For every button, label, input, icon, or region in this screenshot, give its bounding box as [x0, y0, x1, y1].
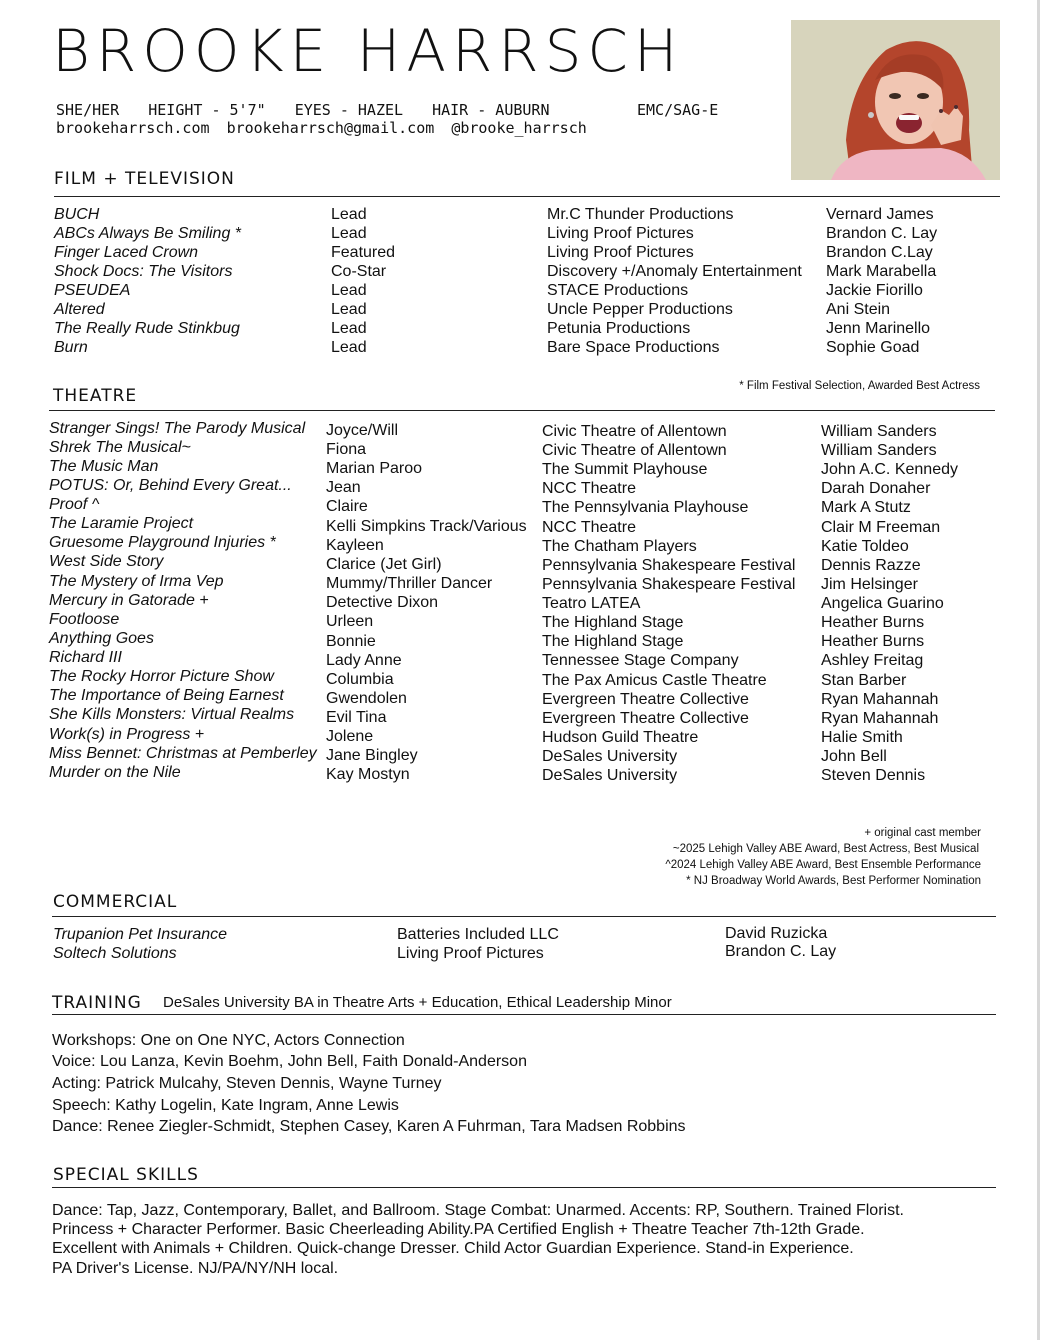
theatre-role: Joyce/Will: [326, 422, 399, 439]
headshot-illustration: [791, 20, 1000, 180]
theatre-title: The Laramie Project: [49, 515, 194, 532]
theatre-director: John Bell: [821, 748, 887, 765]
theatre-company: The Pennsylvania Playhouse: [542, 499, 749, 516]
theatre-director: Ryan Mahannah: [821, 710, 939, 727]
theatre-title: Mercury in Gatorade +: [49, 592, 209, 609]
theatre-section-title: THEATRE: [53, 386, 138, 406]
theatre-title: The Music Man: [49, 458, 159, 475]
theatre-director: Darah Donaher: [821, 480, 931, 497]
website-link[interactable]: brookeharrsch.com: [56, 119, 210, 137]
skills-divider: [52, 1187, 996, 1188]
theatre-role: Jean: [326, 479, 361, 496]
theatre-company: The Pax Amicus Castle Theatre: [542, 672, 767, 689]
theatre-director: Jim Helsinger: [821, 576, 918, 593]
film-title: BUCH: [54, 206, 100, 223]
commercial-director: David Ruzicka: [725, 925, 828, 942]
film-section-title: FILM + TELEVISION: [54, 169, 235, 189]
film-director: Brandon C.Lay: [826, 244, 933, 261]
theatre-title: Richard III: [49, 649, 122, 666]
theatre-role: Gwendolen: [326, 690, 407, 707]
film-company: STACE Productions: [547, 282, 689, 299]
theatre-title: Miss Bennet: Christmas at Pemberley: [49, 745, 317, 762]
training-line-speech: Speech: Kathy Logelin, Kate Ingram, Anne Lewis: [52, 1097, 399, 1114]
theatre-title: The Rocky Horror Picture Show: [49, 668, 274, 685]
commercial-title: Trupanion Pet Insurance: [53, 926, 228, 943]
film-title: PSEUDEA: [54, 282, 131, 299]
theatre-role: Evil Tina: [326, 709, 387, 726]
training-line-acting: Acting: Patrick Mulcahy, Steven Dennis, Wayne Turney: [52, 1075, 442, 1092]
skills-line: Dance: Tap, Jazz, Contemporary, Ballet, and Ballroom. Stage Combat: Unarmed. Accents: RP, Southern. Trained Florist.: [52, 1202, 904, 1219]
film-director: Ani Stein: [826, 301, 891, 318]
commercial-director: Brandon C. Lay: [725, 943, 837, 960]
theatre-company: Teatro LATEA: [542, 595, 641, 612]
theatre-title: The Mystery of Irma Vep: [49, 573, 224, 590]
film-company: Discovery +/Anomaly Entertainment: [547, 263, 802, 280]
theatre-director: William Sanders: [821, 442, 937, 459]
theatre-role: Fiona: [326, 441, 367, 458]
theatre-role: Clarice (Jet Girl): [326, 556, 442, 573]
film-company: Uncle Pepper Productions: [547, 301, 733, 318]
theatre-company: Evergreen Theatre Collective: [542, 691, 749, 708]
theatre-title: The Importance of Being Earnest: [49, 687, 284, 704]
theatre-title: West Side Story: [49, 553, 164, 570]
training-section-title: TRAINING: [52, 993, 142, 1013]
theatre-director: Dennis Razze: [821, 557, 921, 574]
theatre-title: POTUS: Or, Behind Every Great...: [49, 477, 292, 494]
theatre-role: Kayleen: [326, 537, 384, 554]
skills-line: Excellent with Animals + Children. Quick-change Dresser. Child Actor Guardian Experience. Stand-in Experience.: [52, 1240, 854, 1257]
eyes: EYES - HAZEL: [294, 101, 404, 119]
film-company: Living Proof Pictures: [547, 225, 694, 242]
theatre-title: Proof ^: [49, 496, 100, 513]
theatre-company: Evergreen Theatre Collective: [542, 710, 749, 727]
theatre-company: Civic Theatre of Allentown: [542, 423, 727, 440]
film-role: Lead: [331, 225, 367, 242]
film-title: Finger Laced Crown: [54, 244, 199, 261]
film-role: Featured: [331, 244, 396, 261]
contact-line: [56, 119, 595, 137]
theatre-company: NCC Theatre: [542, 519, 636, 536]
film-title: Shock Docs: The Visitors: [54, 263, 233, 280]
skills-section-title: SPECIAL SKILLS: [53, 1165, 199, 1185]
theatre-company: DeSales University: [542, 748, 678, 765]
film-divider: [54, 196, 1000, 197]
theatre-company: NCC Theatre: [542, 480, 636, 497]
union-status: EMC/SAG-E: [637, 101, 719, 119]
film-role: Lead: [331, 339, 367, 356]
training-divider: [52, 1014, 996, 1015]
theatre-company: The Highland Stage: [542, 633, 684, 650]
film-company: Petunia Productions: [547, 320, 691, 337]
theatre-role: Mummy/Thriller Dancer: [326, 575, 493, 592]
training-degree: DeSales University BA in Theatre Arts + Education, Ethical Leadership Minor: [163, 994, 672, 1011]
theatre-role: Claire: [326, 498, 368, 515]
theatre-director: Steven Dennis: [821, 767, 926, 784]
film-festival-note: * Film Festival Selection, Awarded Best Actress: [739, 380, 980, 392]
theatre-title: Gruesome Playground Injuries *: [49, 534, 276, 551]
actor-name: BROOKE HARRSCH: [52, 17, 684, 85]
film-role: Lead: [331, 301, 367, 318]
film-director: Brandon C. Lay: [826, 225, 938, 242]
film-director: Sophie Goad: [826, 339, 920, 356]
theatre-director: Angelica Guarino: [821, 595, 944, 612]
film-title: ABCs Always Be Smiling *: [54, 225, 242, 242]
theatre-title: Shrek The Musical~: [49, 439, 191, 456]
theatre-role: Detective Dixon: [326, 594, 439, 611]
height: HEIGHT - 5'7": [148, 101, 266, 119]
theatre-title: She Kills Monsters: Virtual Realms: [49, 706, 295, 723]
theatre-role: Lady Anne: [326, 652, 402, 669]
theatre-role: Bonnie: [326, 633, 376, 650]
email-link[interactable]: brookeharrsch@gmail.com: [226, 119, 435, 137]
film-role: Lead: [331, 320, 367, 337]
theatre-director: Ashley Freitag: [821, 652, 924, 669]
theatre-role: Columbia: [326, 671, 394, 688]
note-original-cast: + original cast member: [864, 827, 981, 839]
theatre-director: Clair M Freeman: [821, 519, 941, 536]
headshot-photo: [791, 20, 1000, 180]
theatre-company: Hudson Guild Theatre: [542, 729, 699, 746]
film-title: The Really Rude Stinkbug: [54, 320, 240, 337]
theatre-director: Halie Smith: [821, 729, 903, 746]
theatre-company: Tennessee Stage Company: [542, 652, 739, 669]
training-line-workshops: Workshops: One on One NYC, Actors Connection: [52, 1032, 405, 1049]
film-director: Vernard James: [826, 206, 934, 223]
film-company: Mr.C Thunder Productions: [547, 206, 734, 223]
film-role: Lead: [331, 206, 367, 223]
theatre-company: Pennsylvania Shakespeare Festival: [542, 557, 796, 574]
film-title: Burn: [54, 339, 88, 356]
commercial-company: Batteries Included LLC: [397, 926, 559, 943]
hair: HAIR - AUBURN: [432, 101, 550, 119]
theatre-director: Heather Burns: [821, 633, 925, 650]
film-director: Mark Marabella: [826, 263, 937, 280]
theatre-director: Ryan Mahannah: [821, 691, 939, 708]
actor-stats: [56, 101, 570, 119]
training-line-dance: Dance: Renee Ziegler-Schmidt, Stephen Casey, Karen A Fuhrman, Tara Madsen Robbins: [52, 1118, 686, 1135]
film-role: Lead: [331, 282, 367, 299]
theatre-company: DeSales University: [542, 767, 678, 784]
theatre-director: William Sanders: [821, 423, 937, 440]
skills-line: Princess + Character Performer. Basic Cheerleading Ability.PA Certified English + Theatre Teacher 7th-12th Grade.: [52, 1221, 865, 1238]
theatre-role: Kelli Simpkins Track/Various: [326, 518, 527, 535]
theatre-company: The Summit Playhouse: [542, 461, 708, 478]
theatre-role: Jolene: [326, 728, 374, 745]
training-line-voice: Voice: Lou Lanza, Kevin Boehm, John Bell, Faith Donald-Anderson: [52, 1053, 527, 1070]
commercial-section-title: COMMERCIAL: [53, 892, 178, 912]
theatre-director: Stan Barber: [821, 672, 907, 689]
note-broadway-world: * NJ Broadway World Awards, Best Performer Nomination: [686, 875, 981, 887]
skills-line: PA Driver's License. NJ/PA/NY/NH local.: [52, 1260, 339, 1277]
theatre-title: Work(s) in Progress +: [49, 726, 205, 743]
note-abe-2024: ^2024 Lehigh Valley ABE Award, Best Ensemble Performance: [665, 859, 981, 871]
theatre-role: Jane Bingley: [326, 747, 418, 764]
theatre-role: Kay Mostyn: [326, 766, 410, 783]
film-company: Living Proof Pictures: [547, 244, 694, 261]
theatre-title: Murder on the Nile: [49, 764, 181, 781]
theatre-title: Anything Goes: [49, 630, 154, 647]
theatre-role: Marian Paroo: [326, 460, 423, 477]
social-handle[interactable]: @brooke_harrsch: [451, 119, 587, 137]
theatre-director: Mark A Stutz: [821, 499, 911, 516]
theatre-company: Pennsylvania Shakespeare Festival: [542, 576, 796, 593]
theatre-director: Heather Burns: [821, 614, 925, 631]
theatre-title: Stranger Sings! The Parody Musical: [49, 420, 306, 437]
theatre-divider: [49, 410, 995, 411]
theatre-company: The Chatham Players: [542, 538, 697, 555]
film-director: Jenn Marinello: [826, 320, 931, 337]
theatre-company: The Highland Stage: [542, 614, 684, 631]
theatre-title: Footloose: [49, 611, 120, 628]
film-company: Bare Space Productions: [547, 339, 720, 356]
film-director: Jackie Fiorillo: [826, 282, 923, 299]
film-role: Co-Star: [331, 263, 387, 280]
film-title: Altered: [54, 301, 105, 318]
commercial-divider: [52, 916, 996, 917]
theatre-director: John A.C. Kennedy: [821, 461, 958, 478]
theatre-company: Civic Theatre of Allentown: [542, 442, 727, 459]
commercial-company: Living Proof Pictures: [397, 945, 544, 962]
pronouns: SHE/HER: [56, 101, 120, 119]
theatre-director: Katie Toldeo: [821, 538, 909, 555]
theatre-role: Urleen: [326, 613, 374, 630]
commercial-title: Soltech Solutions: [53, 945, 177, 962]
note-abe-2025: ~2025 Lehigh Valley ABE Award, Best Actress, Best Musical: [672, 843, 979, 855]
